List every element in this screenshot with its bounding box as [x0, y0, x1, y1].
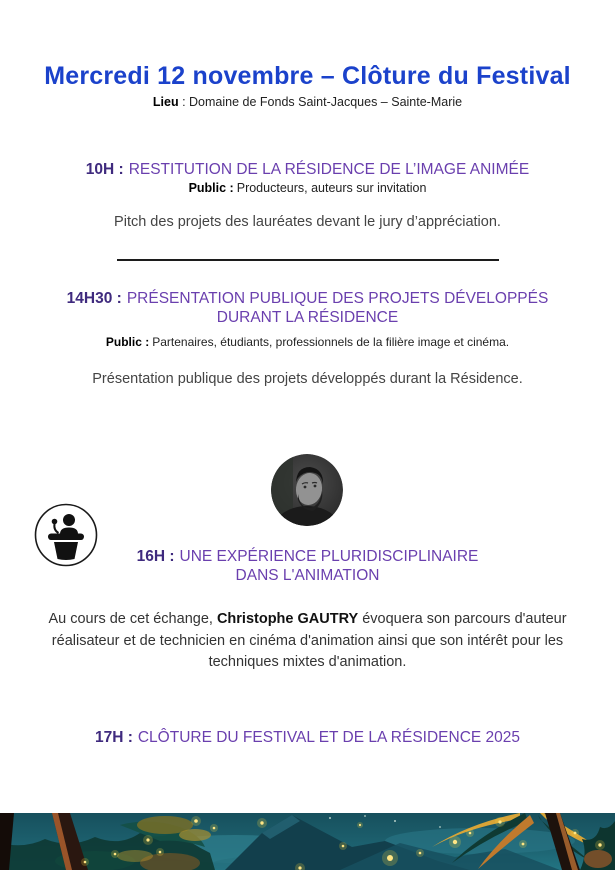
session-16h-heading — [0, 547, 615, 585]
session-10h-public — [0, 181, 615, 195]
session-16h-title-line2: DANS L'ANIMATION — [235, 567, 380, 584]
session-10h-description: Pitch des projets des lauréates devant le jury d’appréciation. — [114, 214, 501, 230]
speaker-name: Christophe GAUTRY — [216, 611, 359, 627]
session-17h-time: 17H : — [94, 729, 133, 746]
paragraph-text-after: évoquera son parcours d'auteur réalisateur et de technicien en cinéma d'animation ainsi que son intérêt pour les techniques mixtes d'animation. — [51, 611, 567, 670]
session-10h-heading — [0, 160, 615, 179]
location-label: Lieu — [152, 95, 179, 109]
session-10h-public-label: Public : — [188, 181, 234, 195]
footer-illustration — [0, 813, 615, 870]
session-10h-public-value: Producteurs, auteurs sur invitation — [236, 181, 427, 195]
session-16h-paragraph — [42, 609, 573, 674]
session-14h30-title-line1: PRÉSENTATION PUBLIQUE DES PROJETS DÉVELOPPÉS — [126, 290, 549, 307]
paragraph-text-before: Au cours de cet échange, — [48, 611, 217, 627]
session-10h-title: RESTITUTION DE LA RÉSIDENCE DE L’IMAGE ANIMÉE — [128, 161, 530, 178]
location-value: Domaine de Fonds Saint-Jacques – Sainte-Marie — [189, 95, 463, 109]
session-14h30-time: 14H30 : — [66, 290, 122, 307]
session-14h30-description: Présentation publique des projets développés durant la Résidence. — [92, 371, 523, 387]
session-17h-heading — [0, 728, 615, 747]
session-14h30-heading — [0, 289, 615, 327]
speaker-portrait-photo — [271, 454, 343, 526]
session-10h-time: 10H : — [85, 161, 124, 178]
page-title: Mercredi 12 novembre – Clôture du Festival — [44, 62, 571, 90]
location-line — [0, 95, 615, 109]
portrait-image — [271, 454, 343, 526]
session-14h30-public — [0, 335, 615, 349]
tropical-night-scene — [0, 813, 615, 870]
location-separator: : — [178, 95, 190, 109]
session-17h-title: CLÔTURE DU FESTIVAL ET DE LA RÉSIDENCE 2025 — [137, 729, 521, 746]
session-14h30-public-label: Public : — [105, 335, 150, 349]
session-14h30-public-value: Partenaires, étudiants, professionnels de la filière image et cinéma. — [152, 335, 510, 349]
session-14h30-title-line2: DURANT LA RÉSIDENCE — [216, 309, 399, 326]
session-16h-time: 16H : — [136, 548, 175, 565]
session-16h-title-line1: UNE EXPÉRIENCE PLURIDISCIPLINAIRE — [179, 548, 479, 565]
section-divider — [117, 259, 499, 261]
